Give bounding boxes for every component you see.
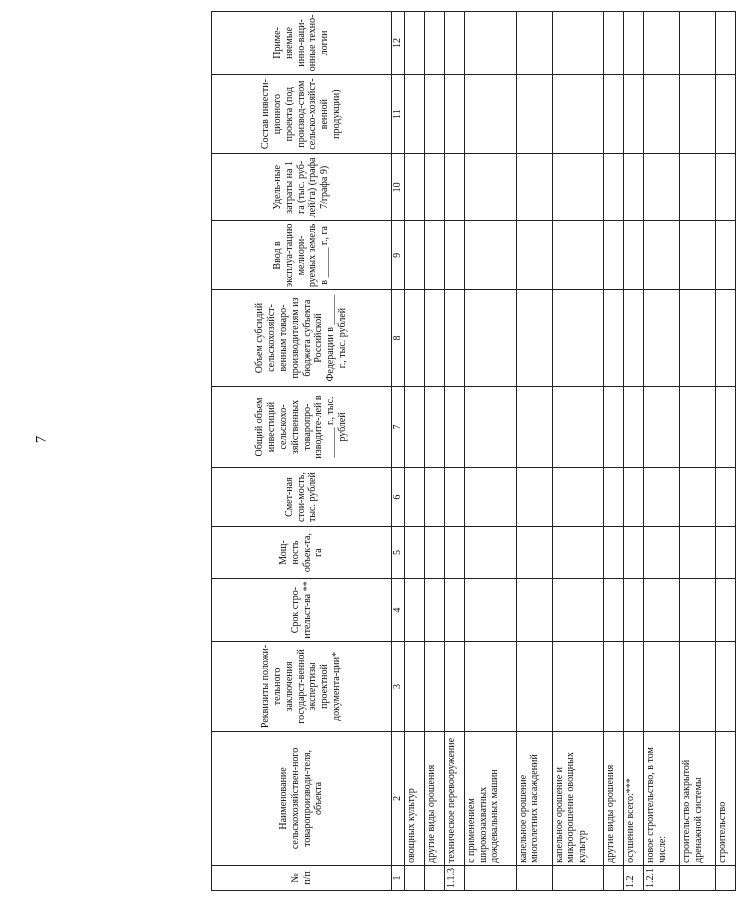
table-cell xyxy=(552,579,604,642)
table-row xyxy=(644,12,680,891)
table-cell xyxy=(715,154,735,221)
row-name: другие виды орошения xyxy=(604,731,624,865)
table-cell xyxy=(624,526,644,578)
table-cell xyxy=(624,468,644,527)
table-cell xyxy=(680,12,716,75)
table-row xyxy=(680,12,716,891)
table-cell xyxy=(644,579,680,642)
table-cell xyxy=(552,74,604,154)
table-cell xyxy=(444,526,464,578)
table-cell xyxy=(424,290,444,386)
table-cell xyxy=(405,579,425,642)
table-cell xyxy=(405,12,425,75)
row-name: новое строительство, в том числе: xyxy=(644,731,680,865)
table-cell xyxy=(604,579,624,642)
column-header: Приме-няемые инно-ваци-онные техно-логии xyxy=(212,12,392,75)
column-header: Срок стро-ительст-ва ** xyxy=(212,579,392,642)
table-row xyxy=(715,12,735,891)
table-cell xyxy=(644,468,680,527)
table-cell xyxy=(680,290,716,386)
table-cell xyxy=(516,74,552,154)
table-cell xyxy=(715,526,735,578)
table-cell xyxy=(680,468,716,527)
table-cell xyxy=(624,386,644,468)
table-cell xyxy=(552,526,604,578)
table-cell xyxy=(624,154,644,221)
table-cell xyxy=(680,154,716,221)
table-cell xyxy=(680,221,716,290)
page-number: 7 xyxy=(33,435,50,444)
row-name: капельное орошение многолетних насаждений xyxy=(516,731,552,865)
table-cell xyxy=(624,221,644,290)
table-cell xyxy=(444,154,464,221)
table-cell xyxy=(680,579,716,642)
header-row xyxy=(212,12,392,891)
table-row xyxy=(552,12,604,891)
column-number: 12 xyxy=(392,12,405,75)
column-header: Состав инвести-ционного проекта (под производ-ством сельско-хозяйст-венной продукции) xyxy=(212,74,392,154)
table-cell xyxy=(604,641,624,731)
table-row xyxy=(624,12,644,891)
table-cell xyxy=(644,74,680,154)
table-cell xyxy=(604,12,624,75)
table-cell xyxy=(516,290,552,386)
table-cell xyxy=(624,579,644,642)
row-number xyxy=(464,865,516,890)
table-cell xyxy=(624,74,644,154)
table-cell xyxy=(516,468,552,527)
table-cell xyxy=(604,154,624,221)
column-number: 7 xyxy=(392,386,405,468)
table-cell xyxy=(405,386,425,468)
table-cell xyxy=(680,641,716,731)
row-name: строительство xyxy=(715,731,735,865)
column-header: Общий объем инвестиций сельскохо-зяйственных товаропро-изводите-лей в ______ г., тыс. рублей xyxy=(212,386,392,468)
column-number: 10 xyxy=(392,154,405,221)
table-cell xyxy=(444,12,464,75)
table-cell xyxy=(405,74,425,154)
row-number: 1.2.1 xyxy=(644,865,680,890)
table-cell xyxy=(444,468,464,527)
table-cell xyxy=(424,526,444,578)
table-cell xyxy=(405,221,425,290)
row-name: с применением широкозахватных дождевальных машин xyxy=(464,731,516,865)
row-number xyxy=(405,865,425,890)
column-header: Удель-ные затраты на 1 га (тыс. руб-лей/га) (графа 7/графа 9) xyxy=(212,154,392,221)
table-cell xyxy=(464,290,516,386)
table-cell xyxy=(715,579,735,642)
table-cell xyxy=(680,74,716,154)
row-name: другие виды орошения xyxy=(424,731,444,865)
table-cell xyxy=(552,468,604,527)
column-number: 2 xyxy=(392,731,405,865)
table-cell xyxy=(464,12,516,75)
column-number: 9 xyxy=(392,221,405,290)
row-number: 1.1.3 xyxy=(444,865,464,890)
table-cell xyxy=(516,221,552,290)
table-cell xyxy=(644,641,680,731)
table-cell xyxy=(680,526,716,578)
table-cell xyxy=(405,641,425,731)
column-header: Наименование сельскохозяйствен-ного товаропроизводи-теля, объекта xyxy=(212,731,392,865)
row-number xyxy=(604,865,624,890)
table-row xyxy=(604,12,624,891)
table-cell xyxy=(464,468,516,527)
column-number: 6 xyxy=(392,468,405,527)
row-name: осушение всего:*** xyxy=(624,731,644,865)
table-row xyxy=(405,12,425,891)
table-row xyxy=(464,12,516,891)
column-header: Ввод в эксплуа-тацию мелиори-руемых земель в ______ г., га xyxy=(212,221,392,290)
table-cell xyxy=(644,526,680,578)
table-cell xyxy=(604,386,624,468)
table-cell xyxy=(405,154,425,221)
table-cell xyxy=(424,641,444,731)
row-name: капельное орошение и микроорошение овощных культур xyxy=(552,731,604,865)
table-cell xyxy=(680,386,716,468)
table-cell xyxy=(644,386,680,468)
table-cell xyxy=(424,12,444,75)
table-cell xyxy=(715,74,735,154)
column-header: Смет-ная стои-мость, тыс. рублей xyxy=(212,468,392,527)
table-cell xyxy=(624,290,644,386)
column-number: 3 xyxy=(392,641,405,731)
table-cell xyxy=(516,526,552,578)
table-cell xyxy=(444,579,464,642)
table-cell xyxy=(715,221,735,290)
column-header: Мощ-ность объек-та, га xyxy=(212,526,392,578)
column-number: 4 xyxy=(392,579,405,642)
table-row xyxy=(424,12,444,891)
table-cell xyxy=(715,468,735,527)
table-cell xyxy=(464,154,516,221)
column-header: Объем субсидий сельскохозяйст-венным товаро-производителям из бюджета субъекта Российской Федерации в ______ г., тыс. рублей xyxy=(212,290,392,386)
table-cell xyxy=(516,386,552,468)
table-cell xyxy=(552,386,604,468)
table-cell xyxy=(444,290,464,386)
table-cell xyxy=(604,290,624,386)
table-cell xyxy=(424,579,444,642)
row-number xyxy=(680,865,716,890)
table-cell xyxy=(604,221,624,290)
table-cell xyxy=(644,221,680,290)
table-cell xyxy=(444,221,464,290)
table-cell xyxy=(516,579,552,642)
table-cell xyxy=(715,12,735,75)
table-cell xyxy=(464,74,516,154)
table-body xyxy=(405,12,736,891)
row-number xyxy=(516,865,552,890)
column-number: 1 xyxy=(392,865,405,890)
table-cell xyxy=(424,154,444,221)
table-cell xyxy=(464,386,516,468)
table-cell xyxy=(464,579,516,642)
investment-table xyxy=(211,11,736,891)
table-cell xyxy=(552,290,604,386)
table-cell xyxy=(516,12,552,75)
table-cell xyxy=(464,641,516,731)
table-cell xyxy=(405,290,425,386)
row-name: техническое перевооружение xyxy=(444,731,464,865)
row-number xyxy=(424,865,444,890)
column-number: 8 xyxy=(392,290,405,386)
table-cell xyxy=(644,12,680,75)
table-cell xyxy=(444,386,464,468)
table-cell xyxy=(464,221,516,290)
column-number: 11 xyxy=(392,74,405,154)
table-cell xyxy=(715,386,735,468)
column-header: Реквизиты положи-тельного заключения государст-венной экспертизы проектной документа-ции* xyxy=(212,641,392,731)
table-cell xyxy=(424,386,444,468)
table-cell xyxy=(424,74,444,154)
column-header: № п/п xyxy=(212,865,392,890)
row-number xyxy=(552,865,604,890)
table-cell xyxy=(516,641,552,731)
table-cell xyxy=(424,468,444,527)
table-cell xyxy=(715,290,735,386)
row-name: строительство закрытой дренажной системы xyxy=(680,731,716,865)
table-cell xyxy=(624,641,644,731)
table-cell xyxy=(604,468,624,527)
table-cell xyxy=(552,12,604,75)
table-cell xyxy=(424,221,444,290)
row-name: овощных культур xyxy=(405,731,425,865)
table-cell xyxy=(552,154,604,221)
table-cell xyxy=(715,641,735,731)
table-cell xyxy=(444,74,464,154)
column-number: 5 xyxy=(392,526,405,578)
table-cell xyxy=(444,641,464,731)
table-cell xyxy=(516,154,552,221)
table-cell xyxy=(604,74,624,154)
table-cell xyxy=(464,526,516,578)
table-cell xyxy=(644,154,680,221)
table-row xyxy=(516,12,552,891)
table-cell xyxy=(604,526,624,578)
table-cell xyxy=(405,526,425,578)
table-cell xyxy=(552,641,604,731)
table-cell xyxy=(405,468,425,527)
table-cell xyxy=(644,290,680,386)
row-number: 1.2 xyxy=(624,865,644,890)
column-number-row xyxy=(392,12,405,891)
rotated-table-frame xyxy=(211,11,736,891)
table-row xyxy=(444,12,464,891)
table-cell xyxy=(552,221,604,290)
row-number xyxy=(715,865,735,890)
table-cell xyxy=(624,12,644,75)
